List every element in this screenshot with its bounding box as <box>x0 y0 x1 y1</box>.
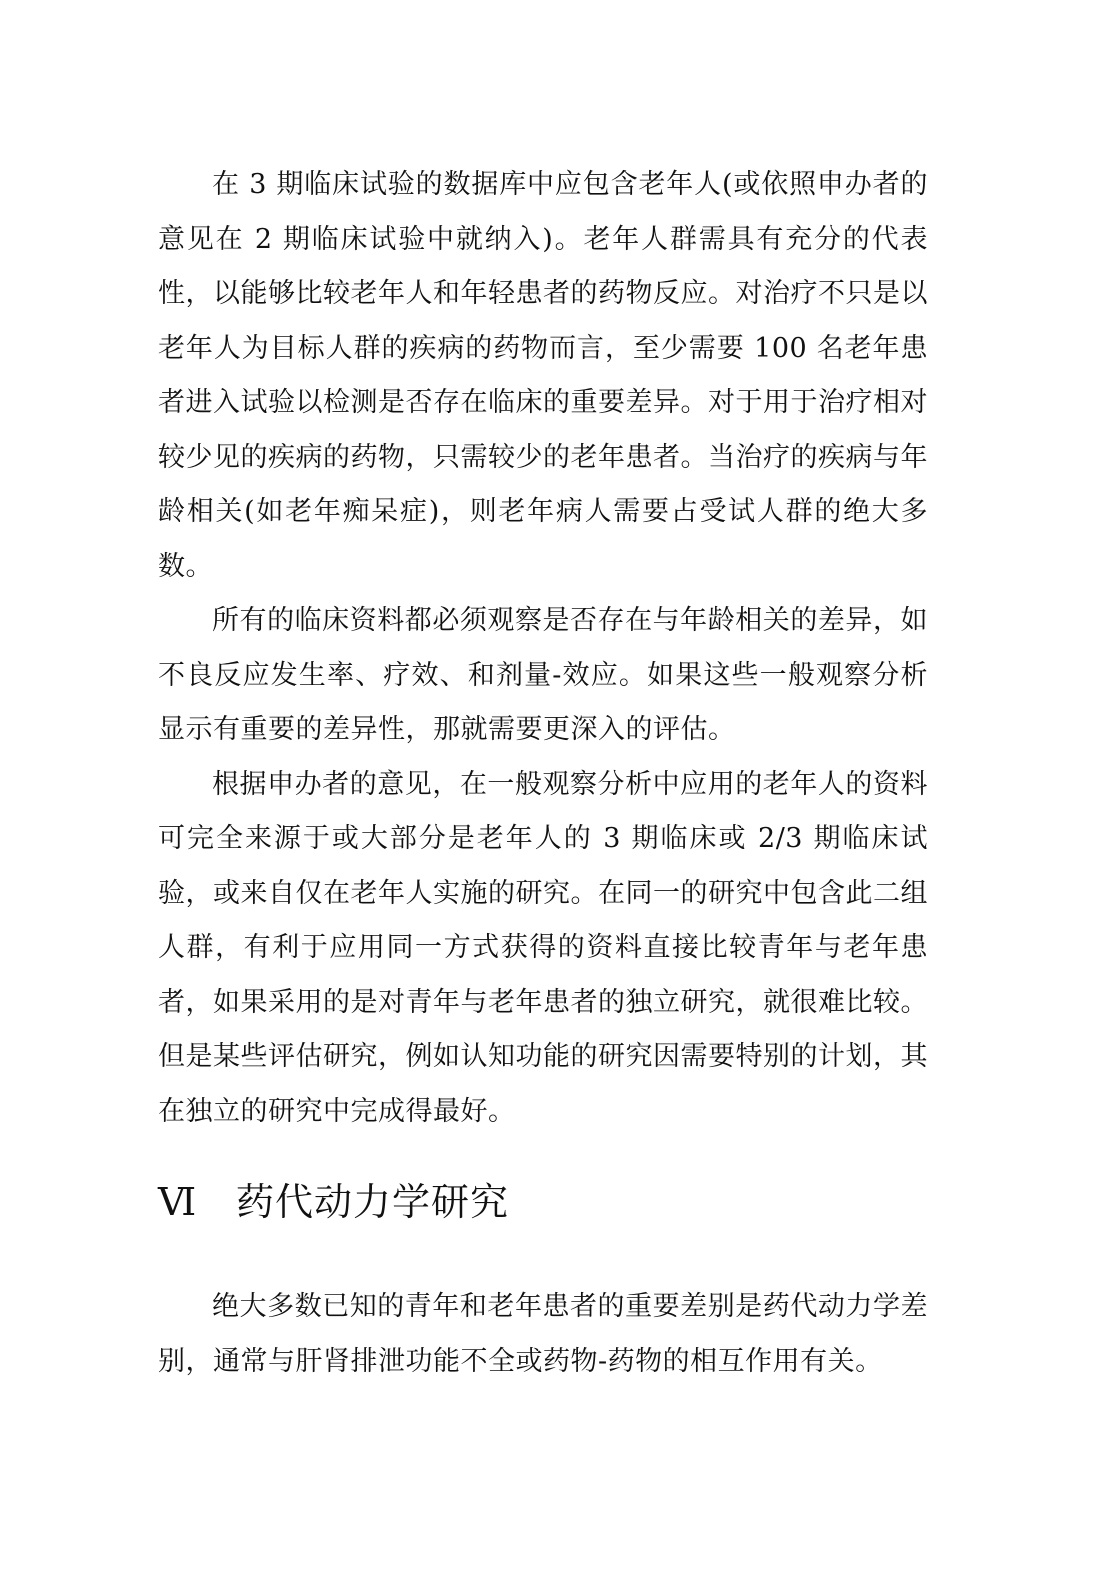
paragraph-age-differences: 所有的临床资料都必须观察是否存在与年龄相关的差异，如不良反应发生率、疗效、和剂量-效应。如果这些一般观察分析显示有重要的差异性，那就需要更深入的评估。 <box>158 605 928 745</box>
section-number: Ⅵ <box>158 1180 198 1224</box>
paragraph-data-sources: 根据申办者的意见，在一般观察分析中应用的老年人的资料可完全来源于或大部分是老年人的 3 期临床或 2/3 期临床试验，或来自仅在老年人实施的研究。在同一的研究中包含此二组人群，有利于应用同一方式获得的资料直接比较青年与老年患者，如果采用的是对青年与老年患者的独立研究，就很难比较。但是某些评估研究，例如认知功能的研究因需要特别的计划，其在独立的研究中完成得最好。 <box>158 768 928 1127</box>
section-title: 药代动力学研究 <box>236 1180 510 1224</box>
section-heading <box>158 1180 928 1280</box>
document-page <box>158 158 928 1389</box>
paragraph-pharmacokinetics: 绝大多数已知的青年和老年患者的重要差别是药代动力学差别，通常与肝肾排泄功能不全或药物-药物的相互作用有关。 <box>158 1291 928 1377</box>
paragraph-elderly-database: 在 3 期临床试验的数据库中应包含老年人(或依照申办者的意见在 2 期临床试验中就纳入)。老年人群需具有充分的代表性，以能够比较老年人和年轻患者的药物反应。对治疗不只是以老年人为目标人群的疾病的药物而言，至少需要 100 名老年患者进入试验以检测是否存在临床的重要差异。对于用于治疗相对较少见的疾病的药物，只需较少的老年患者。当治疗的疾病与年龄相关(如老年痴呆症)，则老年病人需要占受试人群的绝大多数。 <box>158 169 928 582</box>
